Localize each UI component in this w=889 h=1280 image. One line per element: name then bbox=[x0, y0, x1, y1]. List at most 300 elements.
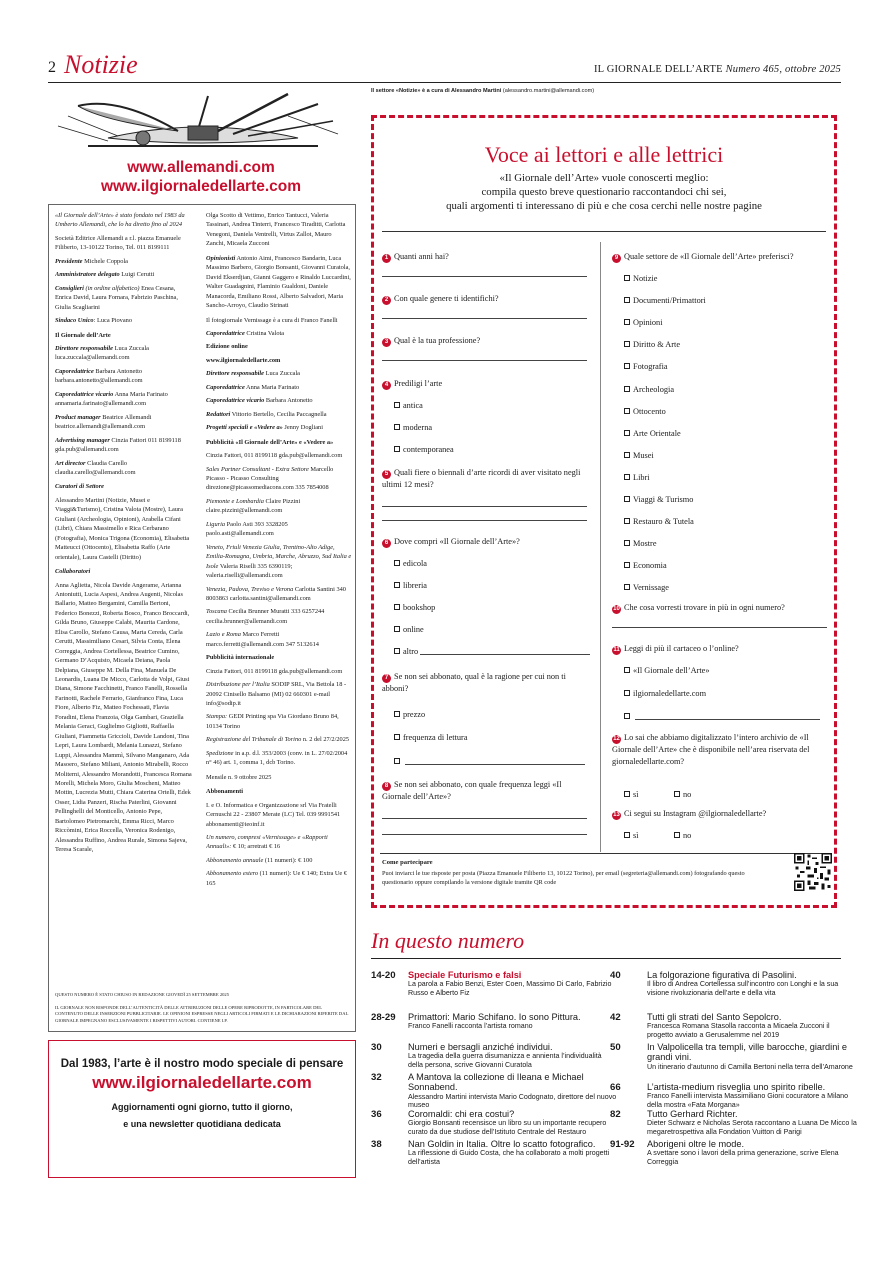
checkbox-option[interactable] bbox=[624, 561, 667, 570]
colophon-entry bbox=[206, 653, 352, 662]
colophon-heading: Pubblicità «Il Giornale dell’Arte» e «Vedere a» bbox=[206, 438, 334, 446]
colophon-text: Anna Maria Farinato annamaria.farinato@allemandi.com bbox=[55, 390, 168, 408]
checkbox-option[interactable] bbox=[624, 712, 820, 721]
checkbox-icon[interactable] bbox=[624, 540, 630, 546]
question-9 bbox=[612, 251, 827, 263]
colophon-note: Un numero, compresi «Vernissage» e «Rapporti Annuali»: bbox=[206, 834, 328, 851]
colophon-entry bbox=[206, 585, 352, 604]
checkbox-icon[interactable] bbox=[674, 832, 680, 838]
colophon-text: Vittorio Bertello, Cecilia Paccagnella bbox=[230, 410, 327, 418]
contents-text bbox=[647, 1139, 857, 1167]
contents-summary: Franco Fanelli racconta l’artista romano bbox=[408, 1022, 533, 1031]
colophon-note: Piemonte e Lombardia bbox=[206, 497, 264, 505]
colophon-note: Toscana bbox=[206, 608, 227, 616]
answer-line[interactable] bbox=[612, 627, 827, 628]
colophon-text: Alessandro Martini (Notizie, Musei e Viaggi&Turismo), Cristina Valota (Mostre), Laura Giuliani (Archeologia, Opinioni), Arabella Cifani (Libri), Chiara Massimello e Rica Cerbarano (Fotografia), Monica Trigona (Economia), Elisabetta Matteucci (Ottocento), Elisabetta Raffo (Arte orientale), Laura Castelli (Diritto) bbox=[55, 496, 190, 561]
promo-line: e una newsletter quotidiana dedicata bbox=[123, 1119, 281, 1129]
checkbox-icon[interactable] bbox=[624, 584, 630, 590]
option-label: Libri bbox=[633, 472, 650, 482]
colophon-text: : Luca Piovano bbox=[93, 317, 133, 325]
checkbox-option[interactable] bbox=[624, 362, 668, 371]
question-text: Ci segui su Instagram @ilgiornaledellarte? bbox=[624, 809, 767, 818]
contents-page: 32 bbox=[371, 1072, 382, 1083]
checkbox-option[interactable] bbox=[624, 385, 674, 394]
colophon-text: Cecilia Brunner Muratti 333 6257244 cecilia.brunner@allemandi.com bbox=[206, 608, 325, 625]
colophon-entry bbox=[55, 234, 192, 253]
curator-text: Il settore «Notizie» è a cura di Alessandro Martini bbox=[371, 88, 502, 94]
qr-code-icon[interactable] bbox=[794, 853, 832, 891]
contents-summary: A svettare sono i lavori della prima generazione, scrive Elena Correggia bbox=[647, 1149, 839, 1166]
question-12 bbox=[612, 732, 827, 768]
question-number: 5 bbox=[382, 470, 391, 479]
option-label: edicola bbox=[403, 559, 427, 568]
colophon-role: Presidente bbox=[55, 257, 83, 265]
checkbox-icon[interactable] bbox=[624, 341, 630, 347]
colophon-text: Jenny Dogliani bbox=[282, 424, 323, 432]
checkbox-option[interactable] bbox=[394, 625, 424, 634]
colophon-text: Enea Cesana, Enrica David, Laura Fornara, Fabrizio Paschina, Giulia Scagliarini bbox=[55, 284, 178, 311]
question-10 bbox=[612, 602, 827, 614]
colophon-note: «Il Giornale dell’Arte» è stato fondato nel 1983 da Umberto Allemandi, che lo ha diretto fino al 2024 bbox=[55, 212, 185, 229]
answer-line[interactable] bbox=[635, 719, 820, 720]
colophon-column-1 bbox=[55, 211, 192, 971]
checkbox-icon[interactable] bbox=[394, 758, 400, 764]
option-label: Restauro & Tutela bbox=[633, 517, 694, 527]
contents-summary: Franco Fanelli intervista Massimiliano Gioni cocuratore a Milano della mostra «Fata Morgana» bbox=[647, 1092, 849, 1109]
colophon-role: Amministratore delegato bbox=[55, 271, 120, 279]
answer-line[interactable] bbox=[382, 276, 587, 277]
colophon-entry bbox=[206, 630, 352, 649]
questionnaire-box bbox=[371, 115, 837, 908]
colophon-entry bbox=[206, 869, 352, 888]
colophon-heading: Abbonamenti bbox=[206, 788, 244, 796]
colophon-entry bbox=[206, 607, 352, 626]
contents-page: 42 bbox=[610, 1012, 621, 1023]
participate-title: Come partecipare bbox=[382, 859, 433, 866]
colophon-entry bbox=[206, 497, 352, 516]
promo-url[interactable]: www.ilgiornaledellarte.com bbox=[92, 1073, 312, 1092]
checkbox-option[interactable] bbox=[394, 401, 423, 410]
colophon-text: Cinzia Fattori, 011 8199118 gda.pub@allemandi.com bbox=[206, 452, 343, 460]
colophon-role: Collaboratori bbox=[55, 568, 91, 576]
colophon-text: Cinzia Fattori, 011 8199118 gda.pub@allemandi.com bbox=[206, 667, 343, 675]
colophon-heading: Edizione online bbox=[206, 343, 248, 351]
participate-text: Puoi inviarci le tue risposte per posta (Piazza Emanuele Filiberto 13, 10122 Torino), per email (segreteria@allemandi.com) fotografando questo questionario oppure compilando la versione digitale tramite QR code bbox=[382, 870, 745, 886]
question-number: 9 bbox=[612, 254, 621, 263]
checkbox-option[interactable] bbox=[624, 473, 650, 482]
checkbox-option[interactable] bbox=[394, 423, 432, 432]
option-label: ilgiornaledellarte.com bbox=[633, 689, 707, 698]
option-label: contemporanea bbox=[403, 445, 454, 454]
answer-line[interactable] bbox=[382, 834, 587, 835]
checkbox-option[interactable] bbox=[624, 517, 694, 526]
option-label: Opinioni bbox=[633, 318, 663, 328]
colophon-entry bbox=[206, 342, 352, 351]
colophon-note: Lazio e Roma bbox=[206, 631, 241, 639]
contents-text bbox=[408, 1042, 618, 1070]
contents-headline: Nan Goldin in Italia. Oltre lo scatto fotografico. bbox=[408, 1139, 596, 1149]
question-text: Prediligi l’arte bbox=[394, 379, 443, 388]
checkbox-icon[interactable] bbox=[394, 560, 400, 566]
checkbox-icon[interactable] bbox=[624, 452, 630, 458]
colophon-note: Abbonamento estero bbox=[206, 870, 259, 878]
colophon-heading: Pubblicità internazionale bbox=[206, 654, 275, 662]
colophon-entry bbox=[55, 459, 192, 478]
colophon-entry bbox=[206, 667, 352, 676]
checkbox-option[interactable] bbox=[394, 733, 468, 742]
checkbox-icon[interactable] bbox=[624, 297, 630, 303]
colophon-entry bbox=[55, 390, 192, 409]
answer-line[interactable] bbox=[382, 818, 587, 819]
contents-page: 14-20 bbox=[371, 970, 396, 981]
contents-summary: La riflessione di Guido Costa, che ha collaborato a molti progetti dell’artista bbox=[408, 1149, 610, 1166]
checkbox-icon[interactable] bbox=[394, 711, 400, 717]
colophon-entry bbox=[55, 344, 192, 363]
colophon-entry bbox=[206, 465, 352, 493]
checkbox-option[interactable] bbox=[624, 790, 639, 799]
colophon-entry bbox=[206, 356, 352, 365]
contents-text bbox=[647, 1012, 857, 1040]
checkbox-icon[interactable] bbox=[394, 626, 400, 632]
contents-page: 28-29 bbox=[371, 1012, 396, 1023]
colophon-entry bbox=[55, 496, 192, 562]
colophon-entry bbox=[206, 316, 352, 325]
option-label: Archeologia bbox=[633, 384, 675, 394]
checkbox-icon[interactable] bbox=[624, 363, 630, 369]
colophon-entry bbox=[206, 423, 352, 432]
checkbox-icon[interactable] bbox=[394, 734, 400, 740]
checkbox-option[interactable] bbox=[624, 539, 657, 548]
contents-page: 50 bbox=[610, 1042, 621, 1053]
colophon-entry bbox=[206, 520, 352, 539]
colophon-role: Curatori di Settore bbox=[55, 483, 104, 491]
checkbox-option[interactable] bbox=[624, 583, 669, 592]
contents-headline: La folgorazione figurativa di Pasolini. bbox=[647, 970, 797, 980]
colophon-text: € 10; arretrati € 16 bbox=[231, 843, 281, 851]
colophon-entry bbox=[55, 270, 192, 279]
colophon-entry bbox=[55, 482, 192, 491]
colophon-text: n. 2 del 27/2/2025 bbox=[301, 736, 350, 744]
colophon-entry bbox=[206, 680, 352, 708]
checkbox-option[interactable] bbox=[624, 689, 706, 698]
colophon-entry bbox=[206, 410, 352, 419]
colophon-text: Paolo Asti 393 3328205 paolo.asti@allemandi.com bbox=[206, 520, 288, 538]
contents-headline: A Mantova la collezione di Ileana e Michael Sonnabend. bbox=[408, 1072, 584, 1093]
colophon-role: Product manager bbox=[55, 413, 101, 421]
colophon-text: Cinzia Fattori 011 8199118 gda.pub@allemandi.com bbox=[55, 436, 181, 454]
question-text: Leggi di più il cartaceo o l’online? bbox=[624, 644, 739, 653]
contents-text bbox=[647, 1042, 857, 1071]
question-number: 7 bbox=[382, 674, 391, 683]
checkbox-option[interactable] bbox=[394, 445, 454, 454]
option-label: Fotografia bbox=[633, 362, 668, 372]
checkbox-icon[interactable] bbox=[624, 319, 630, 325]
contents-summary: La parola a Fabio Benzi, Ester Coen, Massimo Di Carlo, Fabrizio Russo e Alberto Fiz bbox=[408, 980, 612, 997]
colophon-note: Registrazione del Tribunale di Torino bbox=[206, 736, 302, 744]
colophon-entry bbox=[206, 833, 352, 852]
curator-note bbox=[371, 88, 594, 94]
question-text: Dove compri «Il Giornale dell’Arte»? bbox=[394, 537, 520, 546]
colophon-note: Spedizione bbox=[206, 749, 234, 757]
contents-headline: Tutto Gerhard Richter. bbox=[647, 1109, 738, 1119]
contents-text bbox=[408, 1012, 618, 1031]
question-text: Lo sai che abbiamo digitalizzato l’intero archivio de «Il Giornale dell’Arte» che è disponibile nell’area riservata del giornaledellarte.com? bbox=[612, 733, 810, 766]
checkbox-icon[interactable] bbox=[394, 648, 400, 654]
colophon-entry bbox=[55, 257, 192, 266]
option-label: libreria bbox=[403, 581, 427, 590]
colophon-box bbox=[48, 204, 356, 1032]
colophon-text: Antonio Aimi, Francesco Bandarin, Luca Massimo Barbero, Giorgio Bonsanti, Giovanni Curatola, David Ekserdjian, Gianni Gaggero e Rinaldo Luccardini, Walter Guadagnini, Flaminio Gualdoni, Daniele Manacorda, Emiliano Rossi, Alberto Salvadori, Maria Sancho-Arroyo, Claudio Strinati bbox=[206, 254, 351, 310]
colophon-text: SODIP SRL, Via Bettola 18 - 20092 Cinisello Balsamo (MI) 02 660301 e-mail info@sodip.it bbox=[206, 681, 347, 708]
checkbox-icon[interactable] bbox=[624, 496, 630, 502]
colophon-text: (11 numeri): Ue € 140; Extra Ue € 165 bbox=[206, 870, 347, 887]
colophon-entry bbox=[206, 773, 352, 782]
question-4 bbox=[382, 378, 587, 390]
contents-summary: La tragedia della guerra disumanizza e annienta l’individualità della persona, scrive Giovanni Curatola bbox=[408, 1052, 602, 1069]
header-rule bbox=[48, 82, 841, 83]
checkbox-option[interactable] bbox=[624, 666, 710, 675]
checkbox-option[interactable] bbox=[674, 790, 691, 799]
checkbox-icon[interactable] bbox=[624, 791, 630, 797]
colophon-entry bbox=[206, 712, 352, 731]
colophon-entry bbox=[55, 331, 192, 340]
question-13 bbox=[612, 808, 827, 820]
colophon-text: GEDI Printing spa Via Giordano Bruno 84, 10134 Torino bbox=[206, 713, 339, 730]
colophon-entry bbox=[55, 413, 192, 432]
question-text: Quale settore de «Il Giornale dell’Arte» preferisci? bbox=[624, 252, 794, 261]
contents-headline: Aborigeni oltre le mode. bbox=[647, 1139, 745, 1149]
questionnaire-intro: compila questo breve questionario raccontandoci chi sei, bbox=[481, 186, 727, 198]
masthead-name: IL GIORNALE DELL’ARTE bbox=[593, 64, 723, 75]
colophon-text: Olga Scotto di Vettimo, Enrico Tantucci, Valeria Tassinari, Andrea Tinterri, Francesco Tiraditti, Carlotta Venegoni, Daniela Ventrelli, Virtus Zallot, Mauro Zanchi, Micaela Zucconi bbox=[206, 212, 346, 248]
checkbox-icon[interactable] bbox=[624, 430, 630, 436]
colophon-role: Direttore responsabile bbox=[55, 344, 113, 352]
contents-summary: Il libro di Andrea Cortellessa sull’incontro con Longhi e la sua visione rivoluzionaria dell’arte e della vita bbox=[647, 980, 839, 997]
question-6 bbox=[382, 536, 587, 548]
checkbox-icon[interactable] bbox=[394, 582, 400, 588]
issue-label: Numero 465, ottobre 2025 bbox=[725, 64, 841, 75]
colophon-role: Progetti speciali e «Vedere a» bbox=[206, 424, 283, 432]
colophon-role: Consiglieri bbox=[55, 284, 84, 292]
contents-headline: Primattori: Mario Schifano. Io sono Pittura. bbox=[408, 1012, 581, 1022]
colophon-note: Veneto, Friuli Venezia Giulia, Trentino-Alto Adige, Emilia-Romagna, Umbria, Marche, Abruzzo, Sud Italia e Isole bbox=[206, 543, 352, 570]
question-3 bbox=[382, 335, 587, 347]
checkbox-icon[interactable] bbox=[624, 832, 630, 838]
colophon-entry bbox=[206, 749, 352, 768]
colophon-role: Direttore responsabile bbox=[206, 370, 264, 378]
question-2 bbox=[382, 293, 587, 305]
column-divider bbox=[600, 242, 601, 852]
colophon-text: Anna Aglietta, Nicola Davide Angerame, Arianna Antoniutti, Lucia Aspesi, Andrea Augenti, Nicolas Ballario, Matteo Bergamini, Camilla Bertoni, Federico Bonezzi, Roberta Bosco, Franco Broccardi, Gilda Bruno, Giuseppe Calabi, Maurita Cardone, Elisa Carollo, Stefano Causa, Marta Cereda, Carla Cerutti, Massimiliano Cesari, Silvia Conta, Elena Correggia, Andrea Cortellessa, Beatrice Cumino, Germano D’Acquisto, Micaela Deiana, Paola Delpiana, Giuseppe M. Della Fina, Manuela De Leonardis, Luana De Micco, Carlotta de Volpi, Giusi Diana, Simone Facchinetti, Franco Fanelli, Rossella Farinotti, Rachele Ferrario, Gianfranco Fina, Luca Fiore, Alberto Fiz, Matteo Fochessati, Flavia Foradini, Elena Franzoia, Olga Gambari, Graziella Melania Geraci, Guglielmo Gigliotti, Raffaella Giuliani, Fiammetta Griccioli, Davide Landoni, Tina Lepri, Laura Lombardi, Melania Lunazzi, Stefano Luppi, Alessandra Mammì, Silvano Manganaro, Ada Masoero, Stefano Miliani, Antonio Mirabelli, Rocco Moliterni, Alessandro Morandotti, Francesca Romana Morelli, Michela Moro, Giulia Moscheni, Matteo Mottin, Lucrezia Mutti, Chiara Caterina Ortelli, Edek Osser, Lidia Panzeri, Rischa Paterlini, Giovanni Pellinghelli del Monticello, Antonio Pepe, Bartolomeo Pietromarchi, Emma Ricci, Marco Riccòmini, Erica Roccella, Veronica Rodenigo, Alessandra Ruffino, Andrea Rurale, Simona Sajeva, Teresa Scarale, bbox=[55, 581, 192, 854]
colophon-role: Caporedattrice bbox=[55, 367, 94, 375]
question-number: 1 bbox=[382, 254, 391, 263]
checkbox-icon[interactable] bbox=[624, 667, 630, 673]
option-label: no bbox=[683, 790, 692, 799]
colophon-entry bbox=[206, 856, 352, 865]
checkbox-option[interactable] bbox=[624, 274, 657, 283]
question-text: Qual è la tua professione? bbox=[394, 336, 481, 345]
contents-headline: Numeri e bersagli anziché individui. bbox=[408, 1042, 553, 1052]
question-number: 2 bbox=[382, 296, 391, 305]
colophon-text: Luigi Cerutti bbox=[119, 271, 155, 279]
questionnaire-title: Voce ai lettori e alle lettrici bbox=[484, 142, 724, 167]
colophon-entry bbox=[206, 543, 352, 581]
colophon-text: Marco Ferretti marco.ferretti@allemandi.com 347 5132614 bbox=[206, 631, 319, 648]
colophon-entry bbox=[55, 367, 192, 386]
colophon-entry bbox=[55, 567, 192, 576]
allemandi-url[interactable]: www.allemandi.com bbox=[127, 159, 275, 176]
colophon-footer bbox=[55, 992, 349, 1025]
checkbox-option[interactable] bbox=[624, 296, 706, 305]
checkbox-option[interactable] bbox=[624, 451, 654, 460]
answer-line[interactable] bbox=[382, 360, 587, 361]
checkbox-icon[interactable] bbox=[394, 402, 400, 408]
promo-headline: Dal 1983, l’arte è il nostro modo speciale di pensare bbox=[60, 1058, 344, 1070]
colophon-role: Advertising manager bbox=[55, 436, 110, 444]
option-label: Ottocento bbox=[633, 406, 666, 416]
contents-summary: Alessandro Martini intervista Mario Codognato, direttore del nuovo museo bbox=[408, 1092, 617, 1110]
question-number: 11 bbox=[613, 647, 620, 653]
checkbox-option[interactable] bbox=[674, 831, 691, 840]
checkbox-icon[interactable] bbox=[624, 713, 630, 719]
divider bbox=[380, 853, 828, 854]
checkbox-option[interactable] bbox=[394, 581, 427, 590]
option-label: online bbox=[403, 625, 424, 634]
checkbox-icon[interactable] bbox=[624, 474, 630, 480]
masthead bbox=[594, 64, 841, 75]
contents-page: 82 bbox=[610, 1109, 621, 1120]
answer-line[interactable] bbox=[382, 506, 587, 507]
checkbox-icon[interactable] bbox=[394, 446, 400, 452]
colophon-text: in a.p. d.l. 353/2003 (conv. in L. 27/02/2004 n° 46) art. 1, comma 1, dcb Torino. bbox=[206, 749, 348, 767]
question-number: 8 bbox=[382, 782, 391, 791]
option-label: prezzo bbox=[403, 710, 426, 719]
checkbox-icon[interactable] bbox=[624, 408, 630, 414]
option-label: Documenti/Primattori bbox=[633, 296, 706, 306]
questionnaire-intro: quali argomenti ti interessano di più e che cosa cerchi nelle nostre pagine bbox=[446, 200, 762, 212]
colophon-column-2 bbox=[206, 211, 352, 971]
colophon-text: Michele Coppola bbox=[82, 257, 128, 265]
question-7 bbox=[382, 671, 587, 695]
contents-headline: Tutti gli strati del Santo Sepolcro. bbox=[647, 1012, 782, 1022]
contents-text bbox=[408, 970, 618, 998]
colophon-note: Sales Partner Consultant - Extra Settore bbox=[206, 465, 309, 473]
colophon-text: I. e O. Informatica e Organizzazione srl Via Fratelli Cernuschi 22 - 23807 Merate (LC) Tel. 039 9991541 abbonamenti@ieoinf.it bbox=[206, 801, 341, 828]
colophon-entry bbox=[206, 396, 352, 405]
curator-email: (alessandro.martini@allemandi.com) bbox=[502, 88, 595, 94]
colophon-entry bbox=[55, 284, 192, 312]
colophon-role: Art director bbox=[55, 459, 86, 467]
page-number: 2 bbox=[48, 59, 56, 76]
colophon-entry bbox=[206, 383, 352, 392]
checkbox-option[interactable] bbox=[624, 831, 639, 840]
answer-line[interactable] bbox=[382, 520, 587, 521]
answer-line[interactable] bbox=[382, 318, 587, 319]
question-number: 12 bbox=[613, 736, 620, 742]
contents-page: 36 bbox=[371, 1109, 382, 1120]
colophon-entry bbox=[55, 211, 192, 230]
contents-text bbox=[408, 1072, 618, 1110]
option-label: antica bbox=[403, 401, 423, 410]
checkbox-icon[interactable] bbox=[394, 604, 400, 610]
checkbox-option[interactable] bbox=[624, 429, 681, 438]
ilgiornale-url[interactable]: www.ilgiornaledellarte.com bbox=[100, 178, 302, 195]
checkbox-icon[interactable] bbox=[674, 791, 680, 797]
question-text: Se non sei abbonato, qual è la ragione per cui non ti abboni? bbox=[382, 672, 566, 693]
colophon-note: Liguria bbox=[206, 520, 226, 528]
contents-page: 66 bbox=[610, 1082, 621, 1093]
colophon-role: Caporedattrice bbox=[206, 329, 245, 337]
checkbox-icon[interactable] bbox=[624, 386, 630, 392]
contents-headline: In Valpolicella tra templi, ville barocche, giardini e grandi vini. bbox=[647, 1042, 848, 1063]
question-5 bbox=[382, 467, 587, 491]
colophon-note: Stampa: bbox=[206, 713, 228, 721]
contents-text bbox=[647, 1109, 857, 1137]
colophon-role: Caporedattrice bbox=[206, 383, 245, 391]
checkbox-icon[interactable] bbox=[624, 518, 630, 524]
option-label: Mostre bbox=[633, 539, 657, 549]
checkbox-option[interactable] bbox=[624, 340, 680, 349]
answer-line[interactable] bbox=[405, 764, 585, 765]
colophon-entry bbox=[206, 329, 352, 338]
checkbox-option[interactable] bbox=[624, 407, 666, 416]
checkbox-icon[interactable] bbox=[624, 562, 630, 568]
contents-headline: L’artista-medium risveglia uno spirito ribelle. bbox=[647, 1082, 826, 1092]
colophon-text: Claire Pizzini claire.pizzini@allemandi.com bbox=[206, 497, 301, 515]
checkbox-option[interactable] bbox=[394, 647, 590, 656]
question-number: 6 bbox=[382, 539, 391, 548]
checkbox-icon[interactable] bbox=[624, 690, 630, 696]
checkbox-option[interactable] bbox=[394, 559, 427, 568]
colophon-text: Marcello Picasso - Picasso Consulting direzione@picassomediacons.com 335 7854008 bbox=[206, 465, 334, 492]
section-title: Notizie bbox=[64, 50, 138, 79]
contents-page: 38 bbox=[371, 1139, 382, 1150]
promo-box bbox=[48, 1040, 356, 1178]
question-text: Quali fiere o biennali d’arte ricordi di aver visitato negli ultimi 12 mesi? bbox=[382, 468, 581, 489]
colophon-text: Barbara Antonetto bbox=[264, 397, 313, 405]
colophon-text: Carlotta Santini 340 8003863 carlotta.santini@allemandi.com bbox=[206, 585, 346, 602]
colophon-note: Distribuzione per l’Italia bbox=[206, 681, 270, 689]
checkbox-option[interactable] bbox=[624, 318, 663, 327]
colophon-entry bbox=[206, 801, 352, 829]
colophon-entry bbox=[206, 735, 352, 744]
contents-headline: Speciale Futurismo e falsi bbox=[408, 970, 522, 980]
checkbox-icon[interactable] bbox=[624, 275, 630, 281]
checkbox-icon[interactable] bbox=[394, 424, 400, 430]
question-number: 10 bbox=[613, 606, 620, 612]
option-label: altro bbox=[403, 647, 419, 656]
contents-text bbox=[408, 1139, 618, 1167]
contents-summary: Un itinerario d’autunno di Camilla Bertoni nella terra dell’Amarone bbox=[647, 1062, 853, 1071]
checkbox-option[interactable] bbox=[394, 757, 585, 766]
colophon-heading: www.ilgiornaledellarte.com bbox=[206, 356, 281, 364]
colophon-entry bbox=[55, 436, 192, 455]
contents-headline: Coromaldi: chi era costui? bbox=[408, 1109, 515, 1119]
answer-line[interactable] bbox=[420, 654, 590, 655]
colophon-role: Caporedattrice vicario bbox=[206, 397, 265, 405]
colophon-heading: Il Giornale dell’Arte bbox=[55, 331, 111, 339]
option-label: sì bbox=[633, 790, 639, 799]
contents-summary: Francesca Romana Stasolla racconta a Micaela Zucconi il progetto avviato a Gerusalemme nel 2019 bbox=[647, 1022, 830, 1039]
colophon-entry bbox=[206, 787, 352, 796]
colophon-text: Beatrice Allemandi beatrice.allemandi@allemandi.com bbox=[55, 413, 152, 431]
colophon-text: Il fotogiornale Vernissage è a cura di Franco Fanelli bbox=[206, 316, 338, 324]
checkbox-option[interactable] bbox=[624, 495, 693, 504]
colophon-role: Caporedattrice vicario bbox=[55, 390, 114, 398]
checkbox-option[interactable] bbox=[394, 710, 425, 719]
contents-title: In questo numero bbox=[371, 928, 525, 953]
checkbox-option[interactable] bbox=[394, 603, 435, 612]
